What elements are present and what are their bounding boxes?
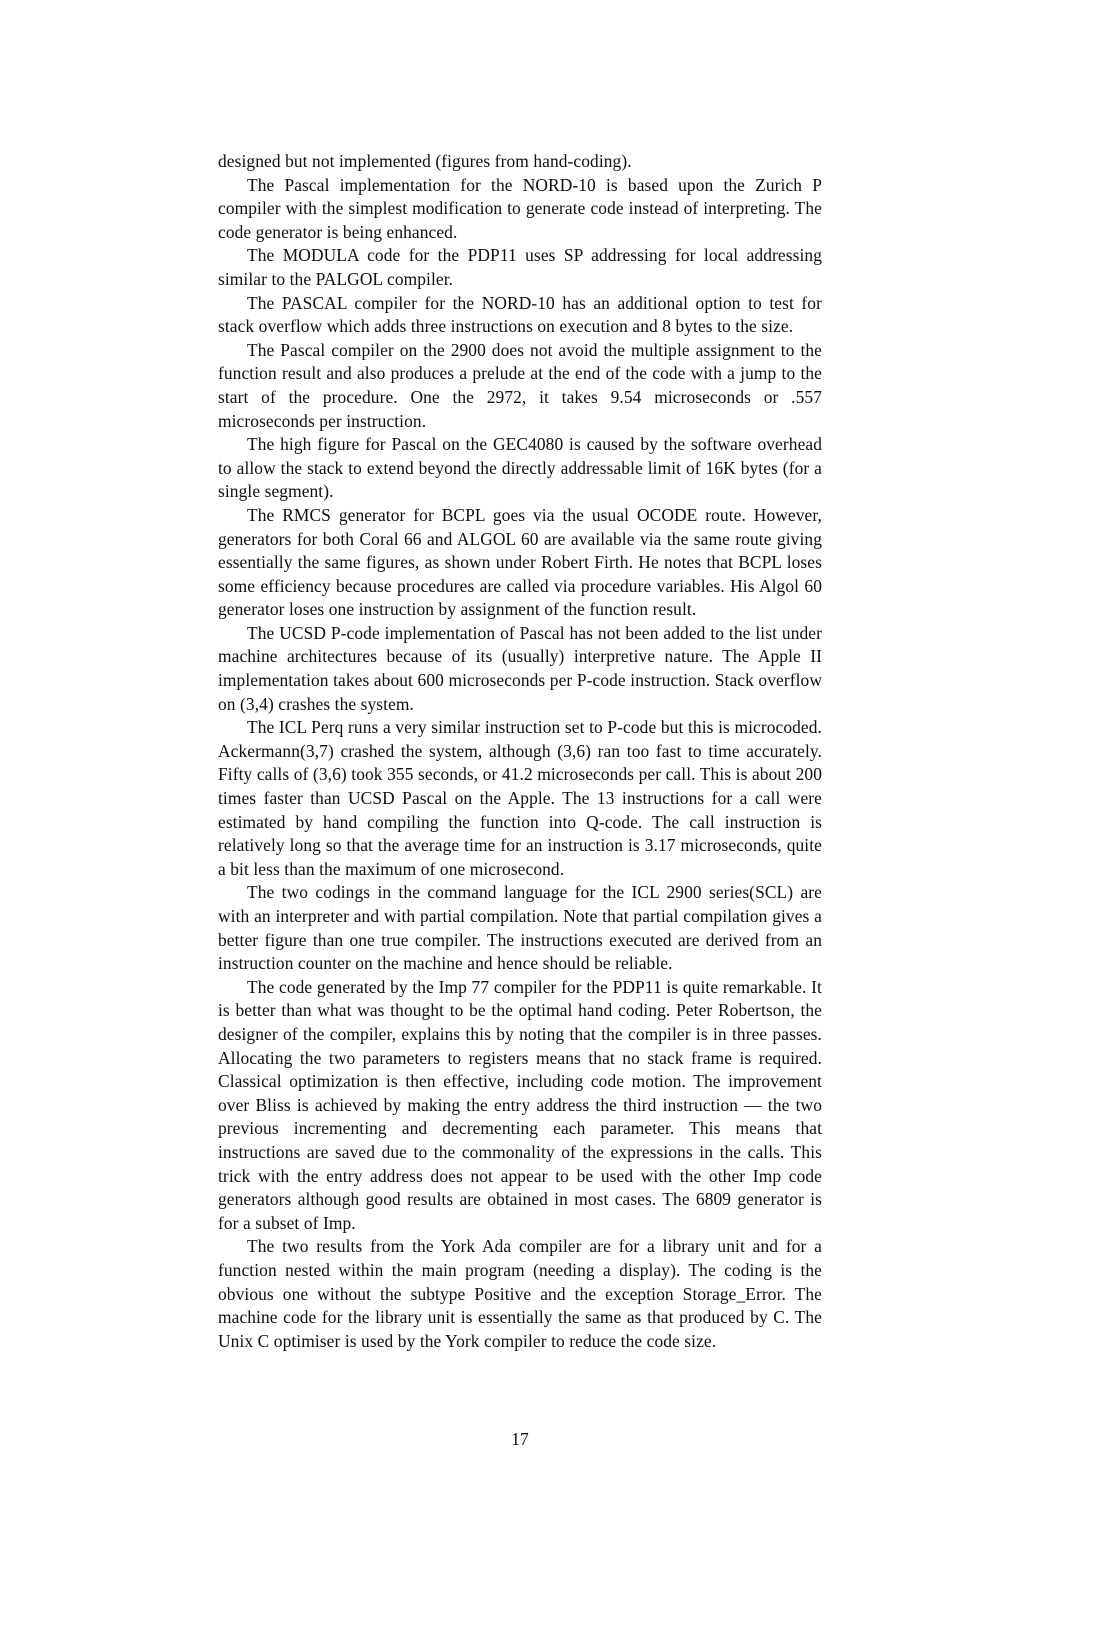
paragraph: The ICL Perq runs a very similar instruction set to P-code but this is microcoded. Ackermann(3,7) crashed the system, although (3,6) ran too fast to time accurately. Fifty calls of (3,6) took 355 seconds, or 41.2 microseconds per call. This is about 200 times faster than UCSD Pascal on the Apple. The 13 instructions for a call were estimated by hand compiling the function into Q-code. The call instruction is relatively long so that the average time for an instruction is 3.17 microseconds, quite a bit less than the maximum of one microsecond. bbox=[218, 717, 822, 879]
paragraph: The Pascal implementation for the NORD-10 is based upon the Zurich P compiler with the simplest modification to generate code instead of interpreting. The code generator is being enhanced. bbox=[218, 174, 822, 242]
paragraph: designed but not implemented (figures from hand-coding). bbox=[218, 151, 632, 171]
page-number: 17 bbox=[511, 1429, 529, 1449]
paragraph: The PASCAL compiler for the NORD-10 has an additional option to test for stack overflow which adds three instructions on execution and 8 bytes to the size. bbox=[218, 292, 822, 337]
paragraph: The high figure for Pascal on the GEC4080 is caused by the software overhead to allow the stack to extend beyond the directly addressable limit of 16K bytes (for a single segment). bbox=[218, 434, 822, 502]
paragraph: The Pascal compiler on the 2900 does not avoid the multiple assignment to the function result and also produces a prelude at the end of the code with a jump to the start of the procedure. One the 2972, it takes 9.54 microseconds or .557 microseconds per instruction. bbox=[218, 339, 822, 431]
paragraph: The MODULA code for the PDP11 uses SP addressing for local addressing similar to the PALGOL compiler. bbox=[218, 245, 822, 289]
paragraph: The two results from the York Ada compiler are for a library unit and for a function nested within the main program (needing a display). The coding is the obvious one without the subtype Positive and the exception Storage_Error. The machine code for the library unit is essentially the same as that produced by C. The Unix C optimiser is used by the York compiler to reduce the code size. bbox=[218, 1236, 822, 1351]
paragraph: The RMCS generator for BCPL goes via the usual OCODE route. However, generators for both Coral 66 and ALGOL 60 are available via the same route giving essentially the same figures, as shown under Robert Firth. He notes that BCPL loses some efficiency because procedures are called via procedure variables. His Algol 60 generator loses one instruction by assignment of the function result. bbox=[218, 504, 822, 620]
text-block bbox=[218, 150, 822, 1353]
paragraph: The code generated by the Imp 77 compiler for the PDP11 is quite remarkable. It is better than what was thought to be the optimal hand coding. Peter Robertson, the designer of the compiler, explains this by noting that the compiler is in three passes. Allocating the two parameters to registers means that no stack frame is required. Classical optimization is then effective, including code motion. The improvement over Bliss is achieved by making the entry address the third instruction — the two previous incrementing and decrementing each parameter. This means that instructions are saved due to the commonality of the expressions in the calls. This trick with the entry address does not appear to be used with the other Imp code generators although good results are obtained in most cases. The 6809 generator is for a subset of Imp. bbox=[218, 976, 822, 1233]
paragraph: The two codings in the command language for the ICL 2900 series(SCL) are with an interpreter and with partial compilation. Note that partial compilation gives a better figure than one true compiler. The instructions executed are derived from an instruction counter on the machine and hence should be reliable. bbox=[218, 882, 822, 974]
paragraph: The UCSD P-code implementation of Pascal has not been added to the list under machine architectures because of its (usually) interpretive nature. The Apple II implementation takes about 600 microseconds per P-code instruction. Stack overflow on (3,4) crashes the system. bbox=[218, 622, 822, 714]
